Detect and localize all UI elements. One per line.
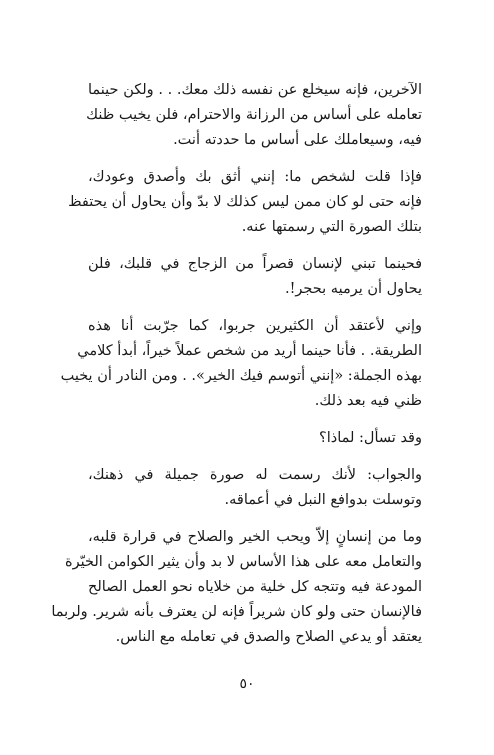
paragraph-3 bbox=[88, 252, 422, 302]
text-line: وإني لأعتقد أن الكثيرين جربوا، كما جرّبت أنا هذه bbox=[88, 318, 422, 334]
text-line: والجواب: لأنك رسمت له صورة جميلة في ذهنك، bbox=[88, 467, 422, 483]
body-text bbox=[51, 78, 422, 662]
page-number: ٥٠ bbox=[239, 676, 255, 692]
text-line: بتلك الصورة التي رسمتها عنه. bbox=[241, 219, 422, 235]
text-line: يحاول أن يرميه بحجر!. bbox=[285, 281, 422, 297]
text-line: فالإنسان حتى ولو كان شريراً فإنه لن يعترف بأنه شرير. ولربما bbox=[51, 604, 422, 620]
text-line: فإنه حتى لو كان ممن ليس كذلك لا بدّ وأن يحاول أن يحتفظ bbox=[68, 194, 422, 210]
text-line: فحينما تبني لإنسان قصراً من الزجاج في قلبك، فلن bbox=[88, 256, 422, 272]
text-line: وقد تسأل: لماذا؟ bbox=[319, 430, 422, 446]
text-line: الآخرين، فإنه سيخلع عن نفسه ذلك معك. . . ولكن حينما bbox=[88, 82, 422, 98]
text-line: الطريقة. . فأنا حينما أريد من شخص عملاً خيراً، أبدأ كلامي bbox=[77, 343, 422, 359]
text-line: تعامله على أساس من الرزانة والاحترام، فلن يخيب ظنك bbox=[86, 107, 422, 123]
text-line: وما من إنسانٍ إلاّ ويحب الخير والصلاح في قرارة قلبه، bbox=[88, 529, 422, 545]
text-line: بهذه الجملة: «إنني أتوسم فيك الخير». . ومن النادر أن يخيب bbox=[60, 368, 422, 384]
paragraph-6 bbox=[88, 463, 422, 513]
paragraph-2 bbox=[68, 165, 422, 240]
paragraph-7 bbox=[51, 525, 422, 650]
text-line: المودعة فيه وتتجه كل خلية من خلاياه نحو العمل الصالح bbox=[88, 579, 422, 595]
paragraph-1 bbox=[88, 78, 422, 153]
text-line: فإذا قلت لشخص ما: إنني أثق بك وأصدق وعودك، bbox=[88, 169, 422, 185]
text-line: ظني فيه بعد ذلك. bbox=[314, 393, 422, 409]
text-line: والتعامل معه على هذا الأساس لا بد وأن يثير الكوامن الخيّرة bbox=[65, 554, 422, 570]
text-line: فيه، وسيعاملك على أساس ما حددته أنت. bbox=[173, 132, 422, 148]
text-line: وتوسلت بدوافع النبل في أعماقه. bbox=[224, 492, 422, 508]
text-line: يعتقد أو يدعي الصلاح والصدق في تعامله مع الناس. bbox=[115, 629, 422, 645]
paragraph-4 bbox=[60, 314, 422, 414]
paragraph-5 bbox=[88, 426, 422, 451]
